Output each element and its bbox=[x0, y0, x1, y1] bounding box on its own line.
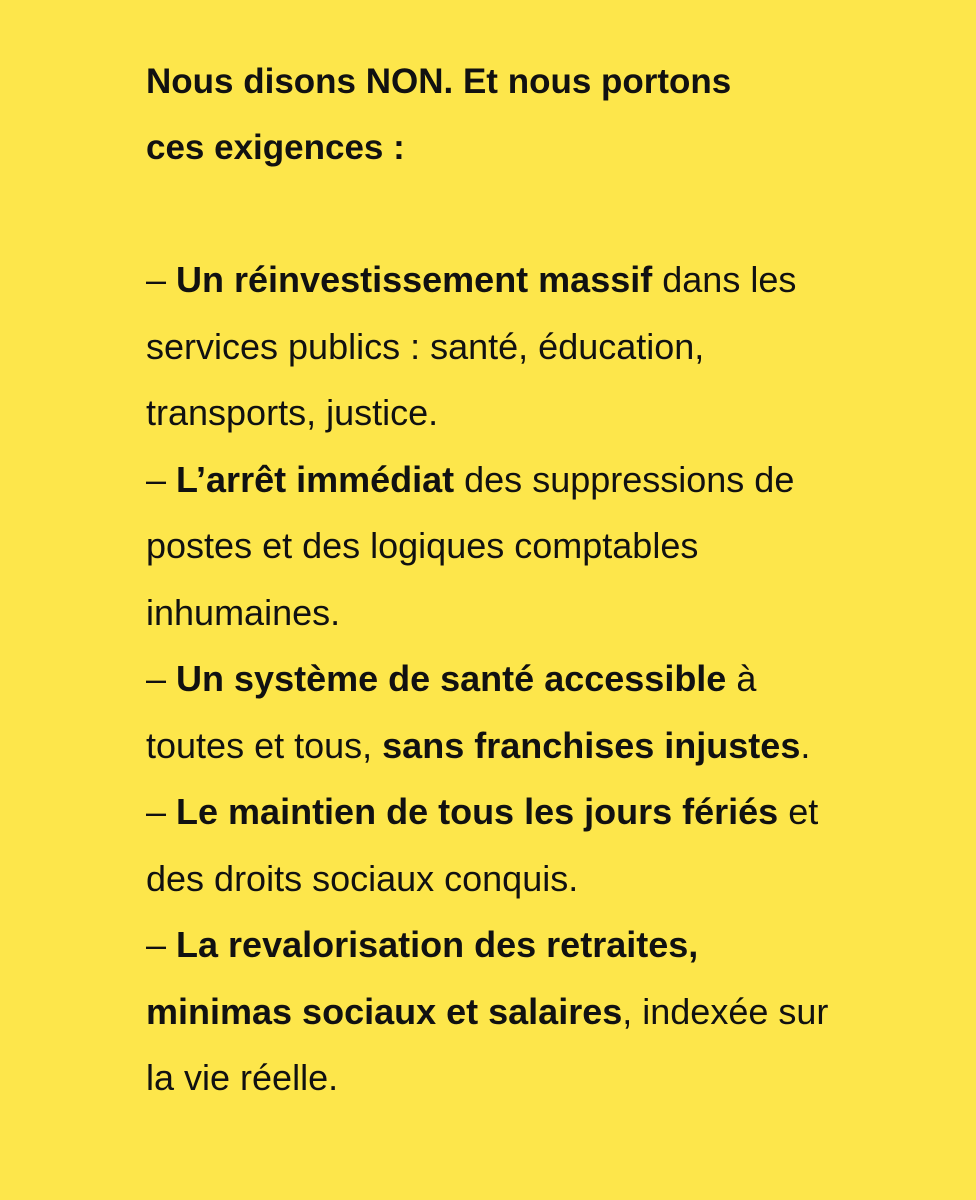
demand-item bbox=[146, 912, 846, 1112]
demand-text: à toutes et tous, bbox=[146, 658, 757, 766]
intro-line-1: Nous disons NON. Et nous portons bbox=[146, 62, 732, 101]
demand-text-end: . bbox=[800, 724, 811, 766]
demand-text: des suppressions de postes et des logiques comptables inhumaines. bbox=[146, 458, 795, 633]
demands-list bbox=[146, 247, 846, 1112]
demand-emphasis: L’arrêt immédiat bbox=[176, 458, 455, 500]
demand-dash: – bbox=[146, 658, 177, 699]
demand-item bbox=[146, 779, 846, 912]
demand-text: dans les services publics : santé, éducation, transports, justice. bbox=[146, 259, 797, 433]
demand-emphasis: Le maintien de tous les jours fériés bbox=[176, 791, 779, 832]
intro-heading bbox=[146, 49, 846, 181]
demand-text: , indexée sur la vie réelle. bbox=[146, 990, 829, 1098]
demand-emphasis: Un système de santé accessible bbox=[176, 658, 727, 699]
demand-dash: – bbox=[146, 458, 177, 500]
demand-item bbox=[146, 247, 846, 447]
demand-item bbox=[146, 646, 846, 779]
demand-emphasis: Un réinvestissement massif bbox=[176, 259, 653, 300]
demand-emphasis: La revalorisation des retraites, minimas sociaux et salaires bbox=[146, 924, 699, 1032]
demand-emphasis-secondary: sans franchises injustes bbox=[382, 724, 801, 766]
demand-dash: – bbox=[146, 259, 177, 300]
intro-line-2: ces exigences : bbox=[146, 128, 405, 167]
demand-text: et des droits sociaux conquis. bbox=[146, 791, 819, 899]
demand-dash: – bbox=[146, 791, 177, 832]
demand-dash: – bbox=[146, 924, 177, 965]
demand-item bbox=[146, 447, 846, 647]
